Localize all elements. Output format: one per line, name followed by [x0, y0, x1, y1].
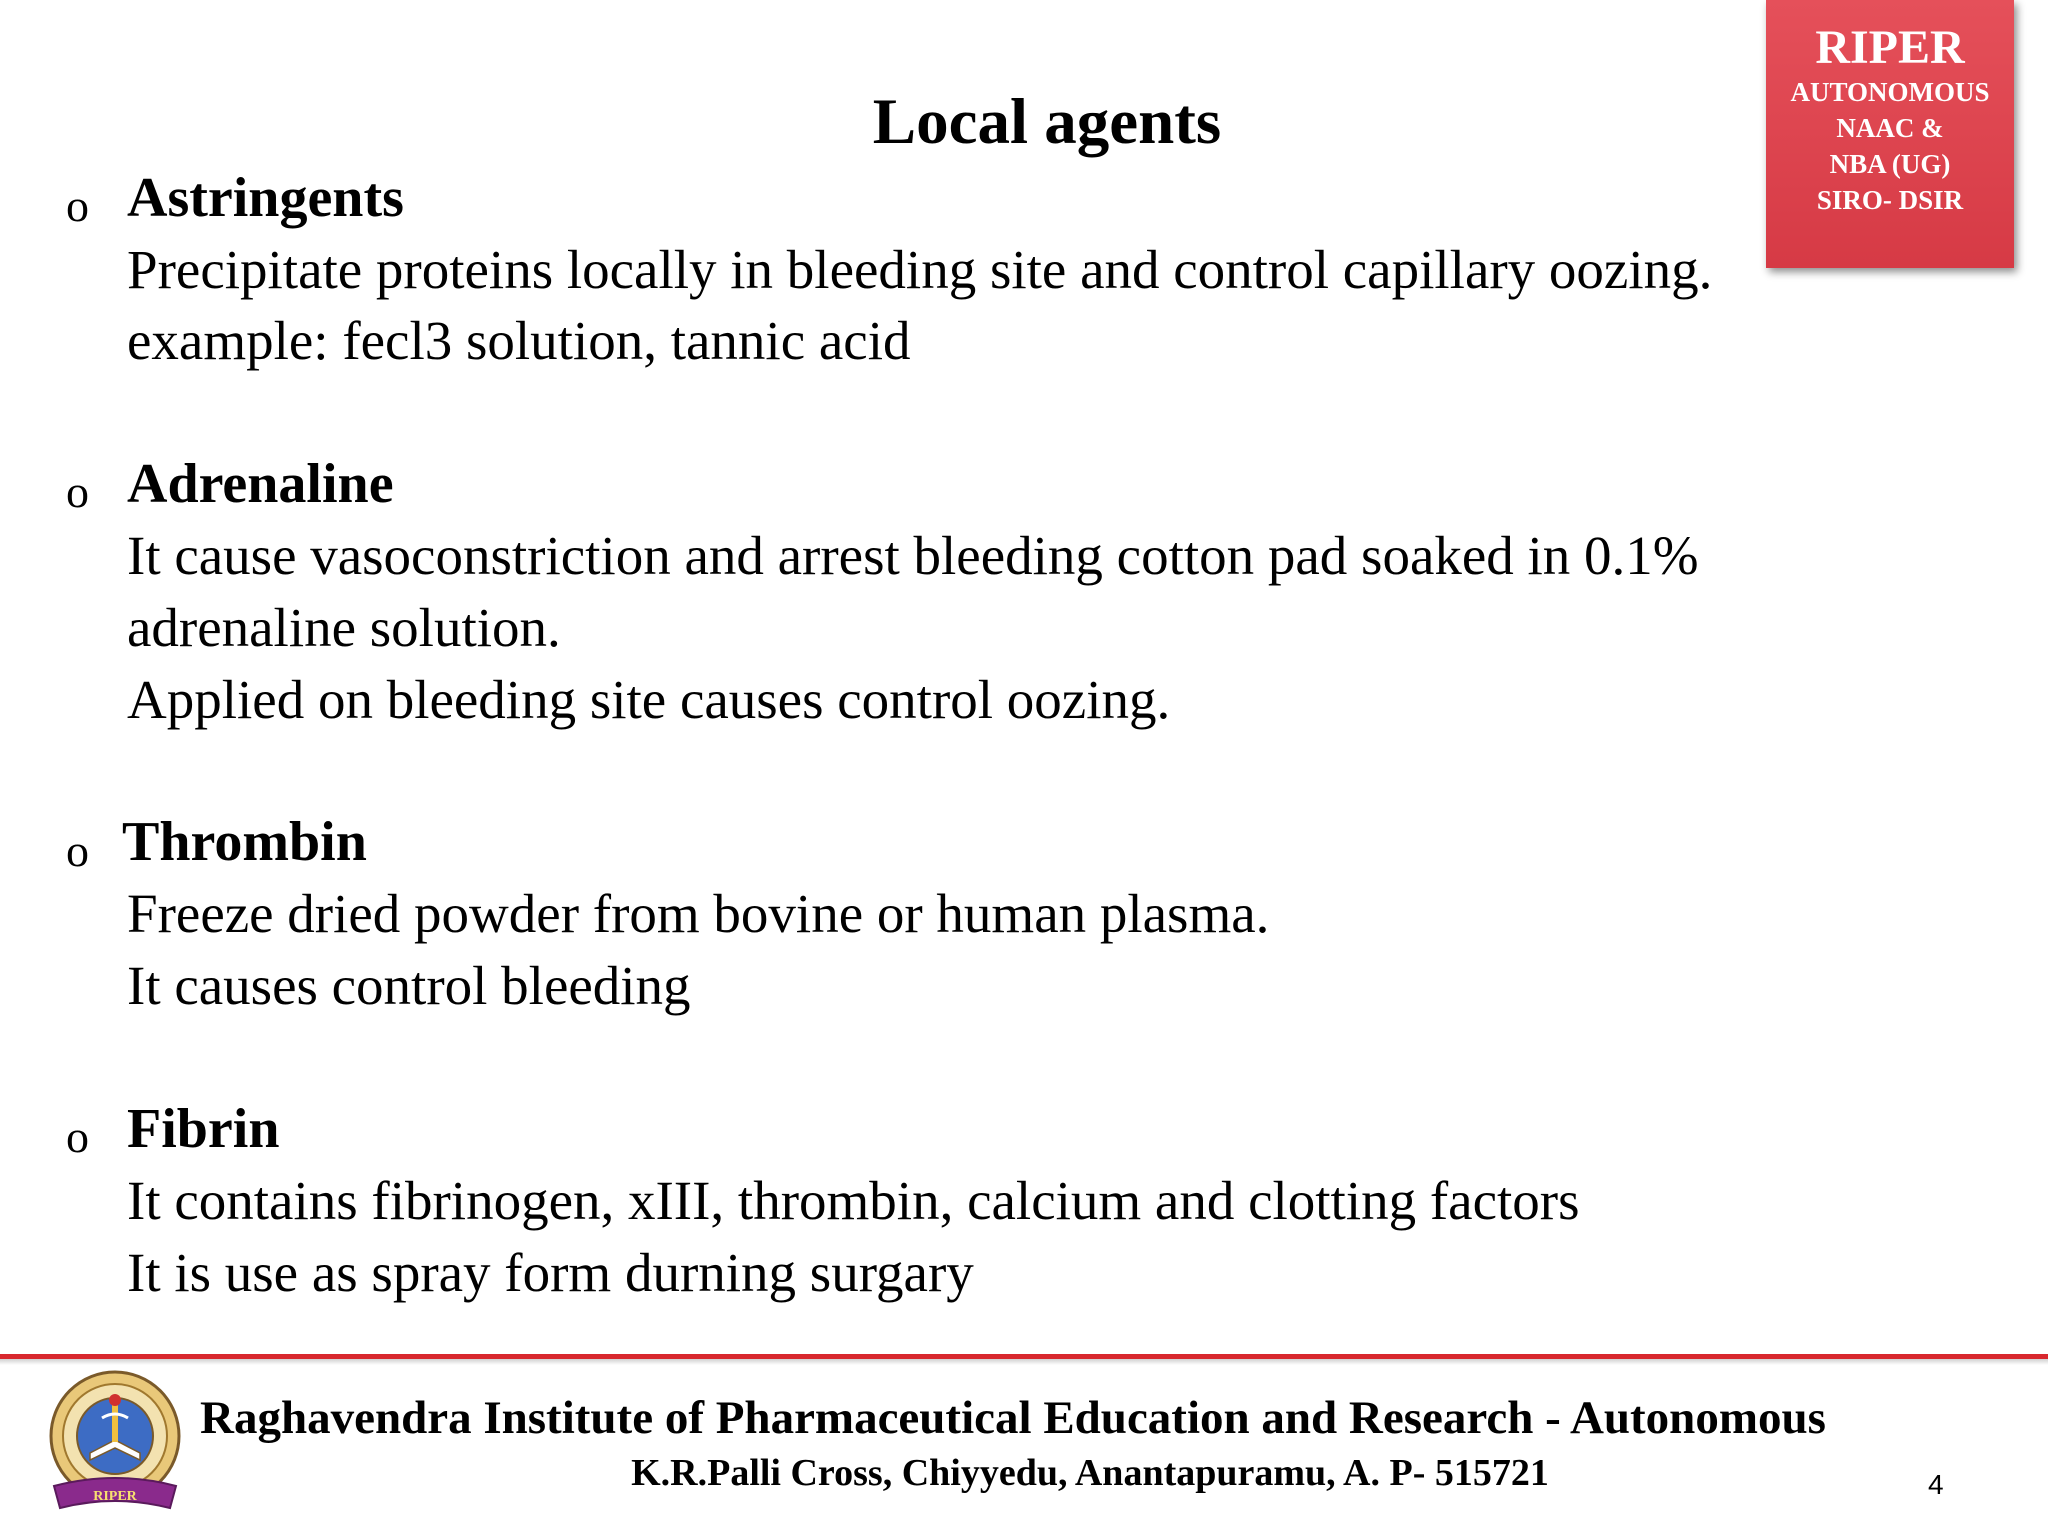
section-line: example: fecl3 solution, tannic acid — [127, 310, 911, 371]
section-line: Freeze dried powder from bovine or human plasma. — [127, 883, 1270, 944]
section-line: It contains fibrinogen, xIII, thrombin, calcium and clotting factors — [127, 1170, 1580, 1231]
badge-line-siro: SIRO- DSIR — [1816, 185, 1964, 215]
section-line: It cause vasoconstriction and arrest bleeding cotton pad soaked in 0.1% — [127, 525, 1699, 586]
section-line: It causes control bleeding — [127, 955, 691, 1016]
page-number: 4 — [1928, 1469, 1944, 1500]
footer-divider-shadow — [0, 1359, 2048, 1365]
section-heading-adrenaline: Adrenaline — [127, 453, 394, 515]
bullet-marker: o — [66, 466, 89, 517]
section-line: Precipitate proteins locally in bleeding site and control capillary oozing. — [127, 239, 1713, 300]
section-line: Applied on bleeding site causes control oozing. — [127, 669, 1171, 730]
logo-ribbon-text: RIPER — [93, 1489, 137, 1504]
section-line: adrenaline solution. — [127, 597, 561, 658]
section-heading-thrombin: Thrombin — [122, 811, 367, 873]
bullet-marker: o — [66, 180, 89, 231]
section-heading-fibrin: Fibrin — [127, 1098, 280, 1160]
section-heading-astringents: Astringents — [127, 167, 404, 229]
section-line: It is use as spray form durning surgary — [127, 1242, 974, 1303]
slide-title: Local agents — [872, 86, 1222, 158]
badge-line-autonomous: AUTONOMOUS — [1790, 77, 1990, 107]
badge-line-naac: NAAC & — [1836, 113, 1944, 143]
badge-line-nba: NBA (UG) — [1829, 149, 1951, 179]
bullet-marker: o — [66, 825, 89, 876]
institute-address: K.R.Palli Cross, Chiyyedu, Anantapuramu, A. P- 515721 — [631, 1452, 1549, 1494]
bullet-marker: o — [66, 1111, 89, 1162]
accreditation-badge — [1766, 0, 2014, 268]
institute-logo — [40, 1368, 190, 1526]
institute-name: Raghavendra Institute of Pharmaceutical Education and Research - Autonomous — [200, 1392, 1826, 1444]
badge-name: RIPER — [1815, 21, 1965, 74]
